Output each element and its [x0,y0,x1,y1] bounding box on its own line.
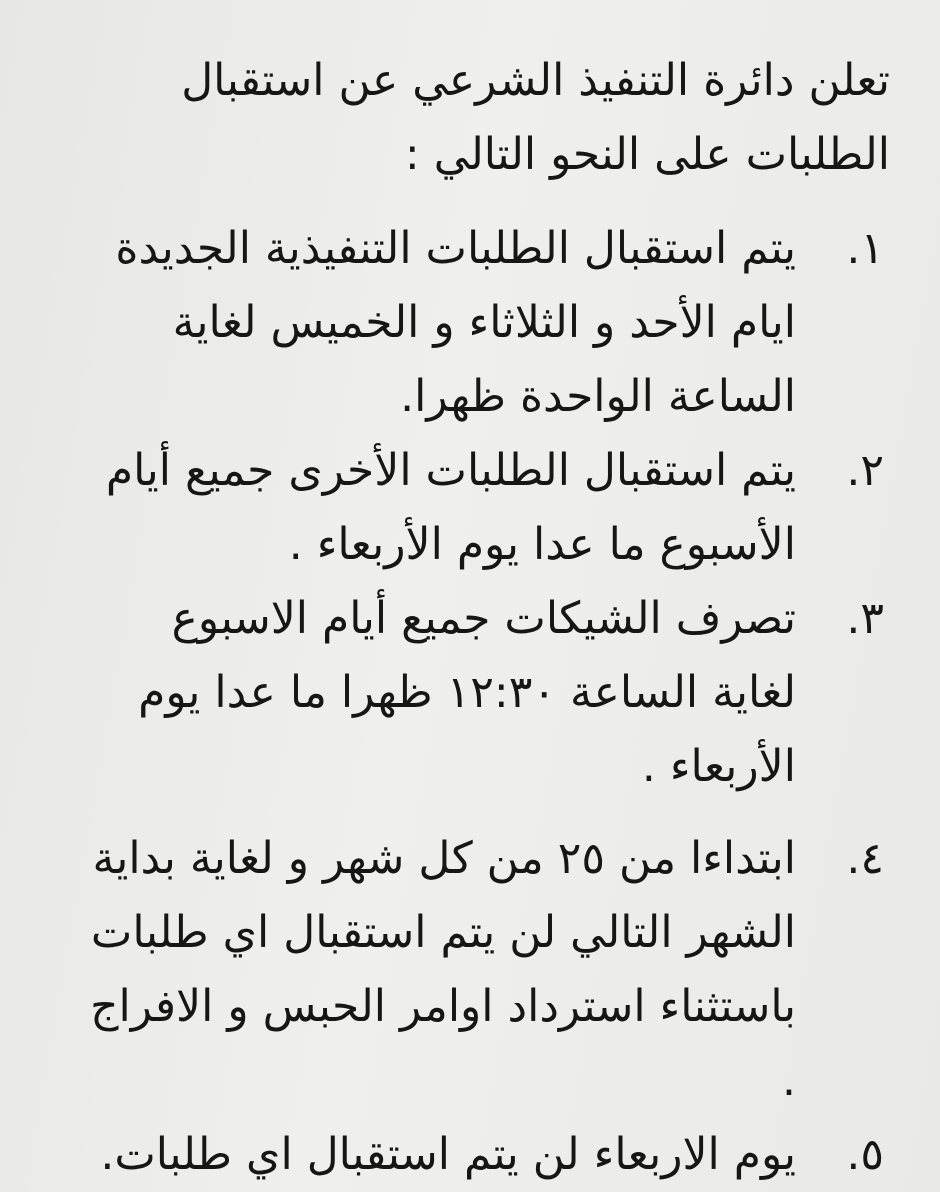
item-text: يتم استقبال الطلبات التنفيذية الجديدة ايام الأحد و الثلاثاء و الخميس لغاية الساعة الواحدة ظهرا. [115,223,796,422]
item-text: ابتداءا من ٢٥ من كل شهر و لغاية بداية الشهر التالي لن يتم استقبال اي طلبات باستثناء استرداد اوامر الحبس و الافراج . [90,833,796,1106]
list-item [78,582,890,804]
list-item [78,822,890,1118]
item-number: ١. [846,223,884,274]
list-item [78,434,890,582]
item-number: ٤. [846,833,884,884]
notice-list [78,212,890,1192]
item-number: ٥. [846,1129,884,1180]
notice-intro: تعلن دائرة التنفيذ الشرعي عن استقبال الطلبات على النحو التالي : [181,55,890,180]
item-text: تصرف الشيكات جميع أيام الاسبوع لغاية الساعة ١٢:٣٠ ظهرا ما عدا يوم الأربعاء . [138,593,796,792]
item-text: يوم الاربعاء لن يتم استقبال اي طلبات. [100,1129,796,1180]
list-item [78,1118,890,1192]
list-item [78,212,890,434]
item-number: ٢. [846,445,884,496]
item-number: ٣. [846,593,884,644]
item-text: يتم استقبال الطلبات الأخرى جميع أيام الأسبوع ما عدا يوم الأربعاء . [105,445,796,570]
